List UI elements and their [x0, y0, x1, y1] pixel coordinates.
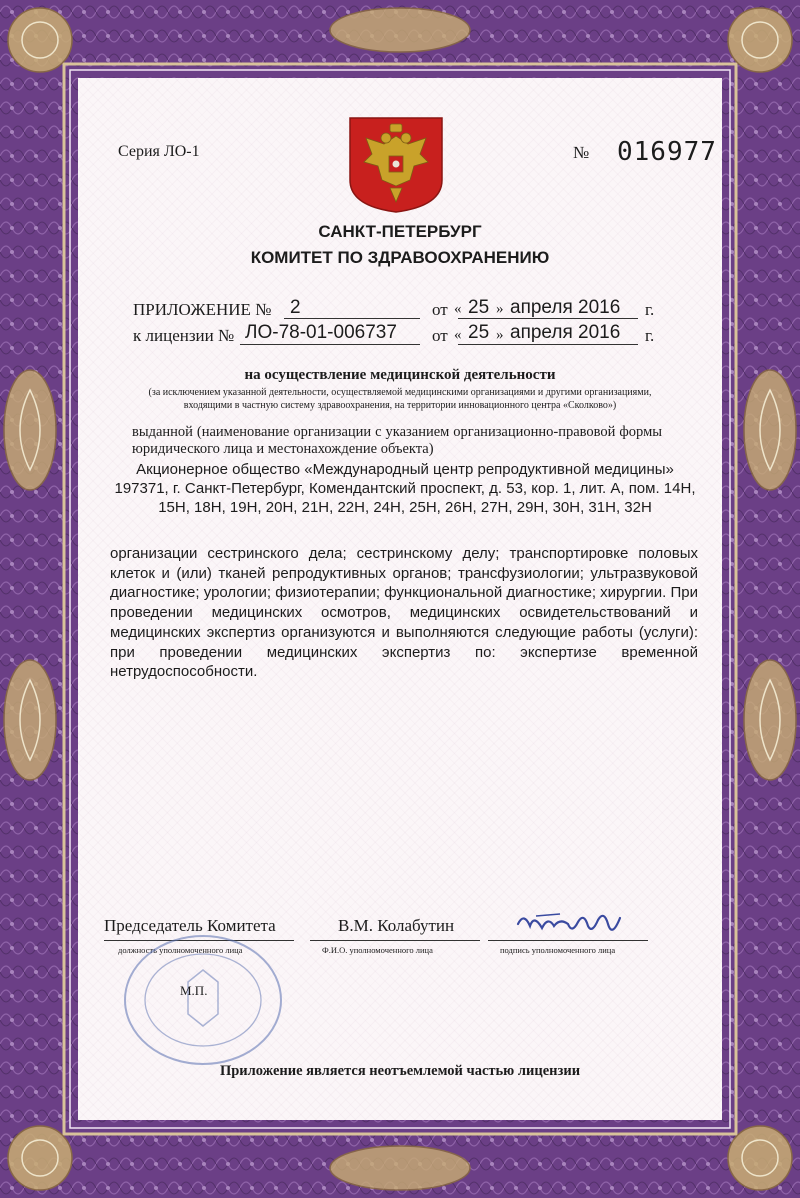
organization-name: Акционерное общество «Международный центр репродуктивной медицины»	[136, 461, 674, 478]
license-date-underline	[458, 344, 638, 345]
appendix-date-prefix: от	[432, 300, 448, 319]
issued-to-caption: выданной (наименование организации с указанием организационно-правовой формы юридического лица и местонахождение объекта)	[132, 424, 662, 457]
name-underline	[310, 940, 480, 941]
form-number: 016977	[617, 137, 717, 167]
coat-of-arms-icon	[346, 114, 446, 214]
appendix-day: 25	[468, 297, 490, 318]
official-stamp-icon	[118, 930, 288, 1070]
license-day: 25	[468, 322, 490, 343]
signatory-name: В.М. Колабутин	[338, 916, 455, 935]
address-line-1: 197371, г. Санкт-Петербург, Комендантский проспект, д. 53, кор. 1, лит. А, пом. 14Н,	[114, 480, 696, 497]
license-date-prefix: от	[432, 326, 448, 345]
license-close-quote: »	[496, 327, 504, 343]
appendix-date-underline	[458, 318, 638, 319]
appendix-close-quote: »	[496, 301, 504, 317]
license-open-quote: «	[454, 327, 462, 343]
license-label: к лицензии №	[133, 326, 235, 345]
handwritten-signature-icon	[512, 904, 632, 944]
activity-title: на осуществление медицинской деятельности	[244, 367, 556, 383]
appendix-number: 2	[290, 297, 301, 318]
appendix-number-underline	[284, 318, 420, 319]
position-caption: должность уполномоченного лица	[118, 945, 243, 955]
exclusion-note: (за исключением указанной деятельности, осуществляемой медицинскими организациями и другими организациями, входящими в частную систему здравоохранения, на территории инновационного центра «Сколково»)	[148, 387, 652, 411]
name-caption: Ф.И.О. уполномоченного лица	[322, 945, 433, 955]
city-title: САНКТ-ПЕТЕРБУРГ	[318, 222, 482, 241]
appendix-open-quote: «	[454, 301, 462, 317]
committee-title: КОМИТЕТ ПО ЗДРАВООХРАНЕНИЮ	[250, 248, 550, 267]
appendix-month-year: апреля 2016	[510, 297, 621, 318]
organization-block	[100, 460, 710, 517]
signature-caption: подпись уполномоченного лица	[500, 945, 616, 955]
signatory-position: Председатель Комитета	[104, 916, 276, 935]
services-text: организации сестринского дела; сестринскому делу; транспортировке половых клеток и (или) тканей репродуктивных органов; трансфузиологии; ультразвуковой диагностике; урологии; физиотерапии; функциональной диагностике; хирургии. При проведении медицинских осмотров, медицинских освидетельствований и медицинских экспертиз организуются и выполняются следующие работы (услуги): при проведении медицинских экспертиз по: экспертизе временной нетрудоспособности.	[110, 545, 698, 681]
footer-note: Приложение является неотъемлемой частью лицензии	[219, 1063, 581, 1079]
number-label: №	[573, 143, 590, 162]
stamp-place-label: М.П.	[180, 983, 208, 998]
appendix-label: ПРИЛОЖЕНИЕ №	[133, 300, 272, 319]
license-month-year: апреля 2016	[510, 322, 621, 343]
series-label: Серия ЛО-1	[118, 143, 200, 160]
appendix-year-suffix: г.	[645, 300, 655, 319]
license-number-underline	[240, 344, 420, 345]
license-number: ЛО-78-01-006737	[245, 322, 397, 343]
signature-underline	[488, 940, 648, 941]
address-line-2: 15Н, 18Н, 19Н, 20Н, 21Н, 22Н, 24Н, 25Н, 26Н, 27Н, 29Н, 30Н, 31Н, 32Н	[158, 499, 652, 516]
license-year-suffix: г.	[645, 326, 655, 345]
